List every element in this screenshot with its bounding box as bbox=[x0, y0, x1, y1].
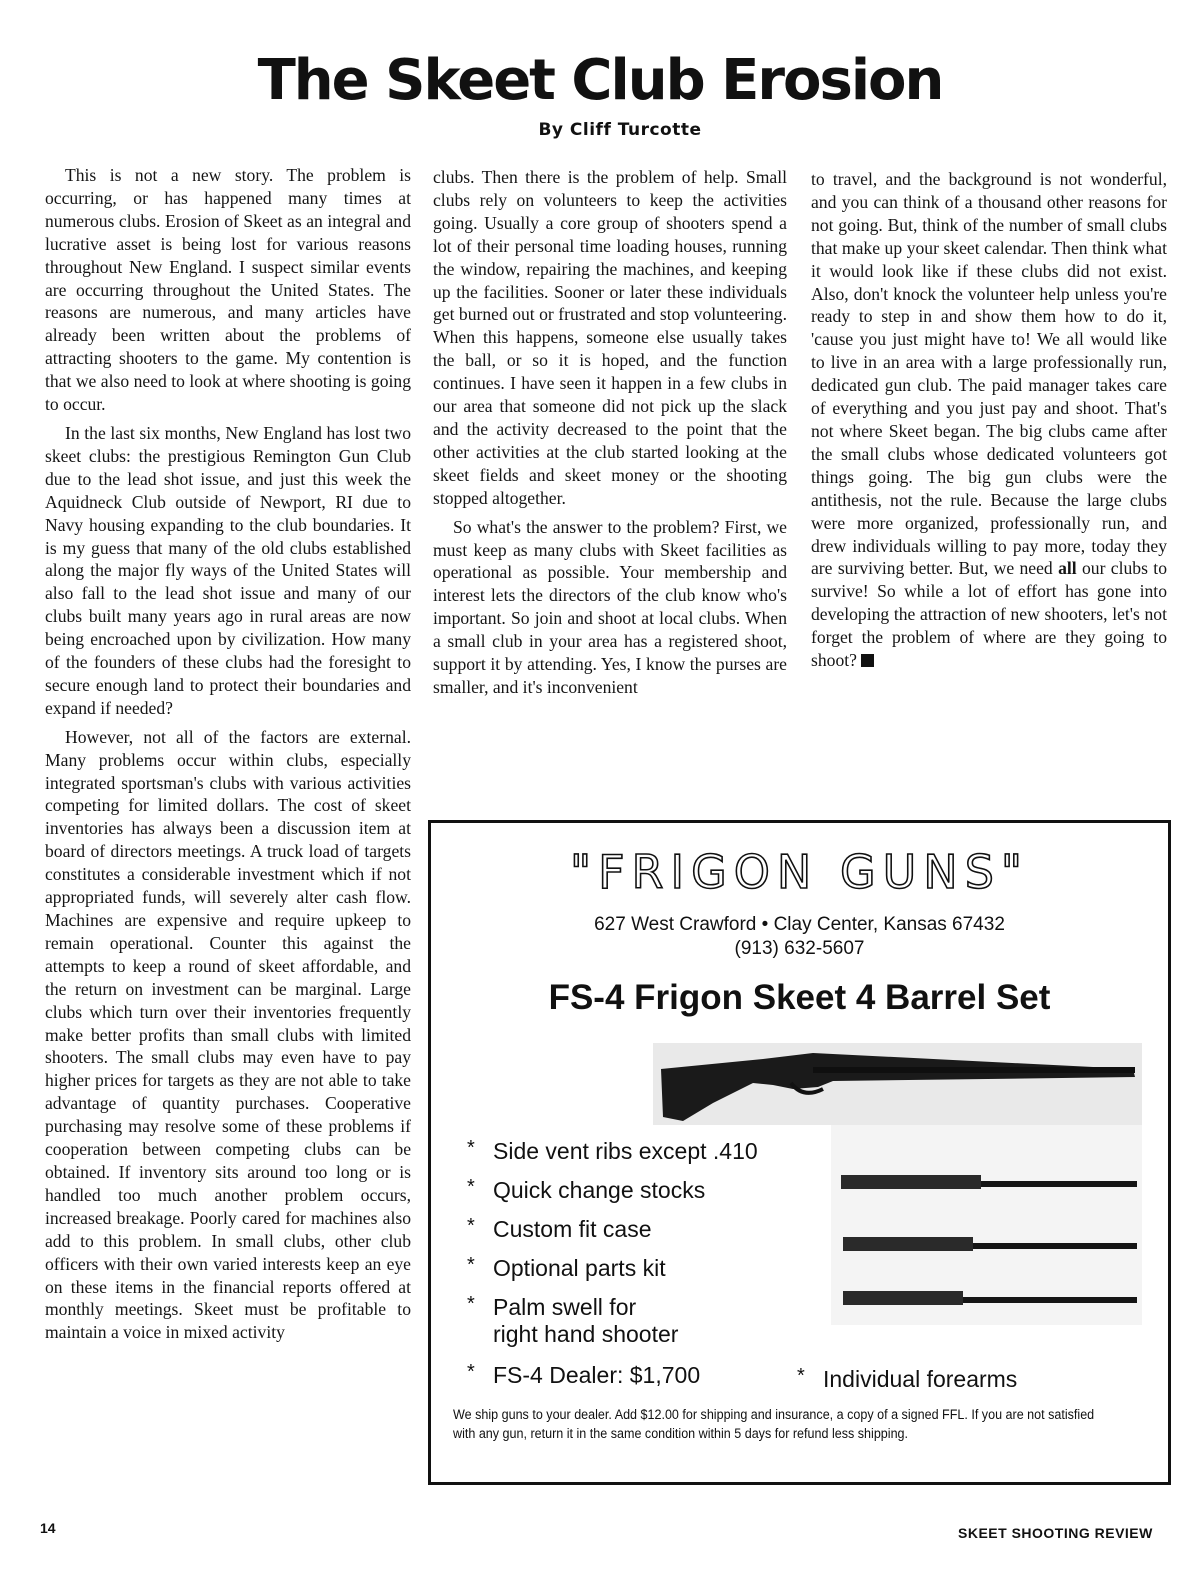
ad-fine-print: We ship guns to your dealer. Add $12.00 for shipping and insurance, a copy of a signed FFL. If you are not satisfied with any gun, return it in the same condition within 5 days for refund less shipping. bbox=[453, 1407, 1095, 1441]
asterisk-icon: * bbox=[467, 1254, 475, 1276]
paragraph: In the last six months, New England has lost two skeet clubs: the prestigious Remington Gun Club due to the lead shot issue, and just this week the Aquidneck Club outside of Newport, RI due to Navy housing expanding to the club boundaries. It is my guess that many of the old clubs established along the major fly ways of the United States will also fall to the lead shot issue and many of our clubs built many years ago in rural areas are now being encroached upon by civilization. How many of the founders of these clubs had the foresight to secure enough land to protect their boundaries and expand if needed? bbox=[45, 422, 411, 718]
paragraph: However, not all of the factors are external. Many problems occur within clubs, especially integrated sportsman's clubs with various activities competing for limited dollars. The cost of skeet inventories has always been a discussion item at board of directors meetings. A truck load of targets constitutes a considerable investment which if not appropriated funds, will severely alter cash flow. Machines are expensive and require upkeep to remain operational. Counter this against the attempts to keep a round of skeet affordable, and the return on investment can be marginal. Large clubs which turn over their inventories frequently make better profits than small clubs with limited shooters. The small clubs may even have to pay higher prices for targets as they are not able to take advantage of quantity purchases. Cooperative purchasing may resolve some of these problems if cooperation between competing clubs can be obtained. If inventory sits around too long or is handled too much another problem occurs, increased breakage. Poorly cared for machines also add to this problem. In small clubs, other club officers with their own varied interests keep an eye on these items in the financial reports offered at monthly meetings. Skeet must be profitable to maintain a voice in mixed activity bbox=[45, 726, 411, 1343]
feature-text: Individual forearms bbox=[823, 1366, 1018, 1392]
emphasis-text: all bbox=[1058, 558, 1077, 579]
feature-text: right hand shooter bbox=[493, 1321, 679, 1347]
advertiser-phone: (913) 632-5607 bbox=[734, 938, 865, 959]
asterisk-icon: * bbox=[467, 1293, 475, 1315]
feature-price: FS-4 Dealer: $1,700 bbox=[493, 1362, 701, 1388]
feature-text: Optional parts kit bbox=[493, 1255, 666, 1281]
paragraph-text: our clubs to survive! So while a lot of effort has gone into developing the attraction of new shooters, let's not forget the problem of where are they going to shoot? bbox=[811, 558, 1167, 671]
feature-text: Side vent ribs except .410 bbox=[493, 1138, 758, 1164]
shotgun-icon bbox=[653, 1043, 1142, 1125]
asterisk-icon: * bbox=[467, 1215, 475, 1237]
shotgun-photo bbox=[653, 1043, 1142, 1125]
asterisk-icon: * bbox=[797, 1365, 805, 1387]
article-column-1 bbox=[45, 164, 411, 1344]
paragraph: So what's the answer to the problem? First, we must keep as many clubs with Skeet facilities as operational as possible. Your membership and interest lets the directors of the club know who's important. So join and shoot at local clubs. When a small club in your area has a registered shoot, support it by attending. Yes, I know the purses are smaller, and it's inconvenient bbox=[433, 516, 787, 697]
article-byline: By Cliff Turcotte bbox=[538, 120, 702, 140]
asterisk-icon: * bbox=[467, 1176, 475, 1198]
asterisk-icon: * bbox=[467, 1361, 475, 1383]
article-title: The Skeet Club Erosion bbox=[257, 48, 943, 113]
advertiser-logo: "FRIGON GUNS" bbox=[569, 845, 1030, 899]
article-column-2 bbox=[433, 166, 787, 699]
paragraph: This is not a new story. The problem is occurring, or has happened many times at numerous clubs. Erosion of Skeet as an integral and lucrative asset is being lost for various reasons throughout New England. I suspect similar events are occurring throughout the United States. The reasons are numerous, and many articles have already been written about the problems of attracting shooters to the game. My contention is that we also need to look at where shooting is going to occur. bbox=[45, 165, 411, 415]
feature-text: Custom fit case bbox=[493, 1216, 652, 1242]
ad-headline: FS-4 Frigon Skeet 4 Barrel Set bbox=[548, 978, 1051, 1017]
advertiser-address: 627 West Crawford • Clay Center, Kansas 67432 bbox=[594, 914, 1005, 935]
paragraph: clubs. Then there is the problem of help. Small clubs rely on volunteers to keep the activities going. Usually a core group of shooters spend a lot of their personal time loading houses, running the window, repairing the machines, and keeping up the facilities. Sooner or later these individuals get burned out or frustrated and stop volunteering. When this happens, someone else usually takes the ball, or so it is hoped, and the function continues. I have seen it happen in a few clubs in our area that someone did not pick up the slack and the activity decreased to the point that the other activities at the club started looking at the skeet fields and skeet money or the shooting stopped altogether. bbox=[433, 167, 787, 508]
feature-text: Palm swell for bbox=[493, 1294, 637, 1320]
asterisk-icon: * bbox=[467, 1137, 475, 1159]
page-number: 14 bbox=[40, 1520, 56, 1536]
barrels-icon bbox=[831, 1125, 1142, 1325]
article-column-3 bbox=[811, 168, 1167, 672]
paragraph-text: to travel, and the background is not wonderful, and you can think of a thousand other reasons for not going. But, think of the number of small clubs that make up your skeet calendar. Then think what it would look like if these clubs did not exist. Also, don't knock the volunteer help unless you're ready to step in and show them how to do it, 'cause you just might have to! We all would like to live in an area with a large professionally run, dedicated gun club. The paid manager takes care of everything and you just pay and shoot. That's not where Skeet began. The big clubs came after the small clubs whose dedicated volunteers got things going. The big gun clubs were the antithesis, not the rule. Because the large clubs were more organized, professionally run, and drew individuals willing to pay more, today they are surviving better. But, we need bbox=[811, 169, 1167, 579]
frigon-guns-advertisement bbox=[428, 820, 1171, 1485]
paragraph bbox=[811, 168, 1167, 672]
publication-name: SKEET SHOOTING REVIEW bbox=[958, 1525, 1153, 1541]
barrel-set-photo bbox=[831, 1125, 1142, 1325]
end-mark-icon bbox=[861, 654, 874, 667]
feature-text: Quick change stocks bbox=[493, 1177, 706, 1203]
